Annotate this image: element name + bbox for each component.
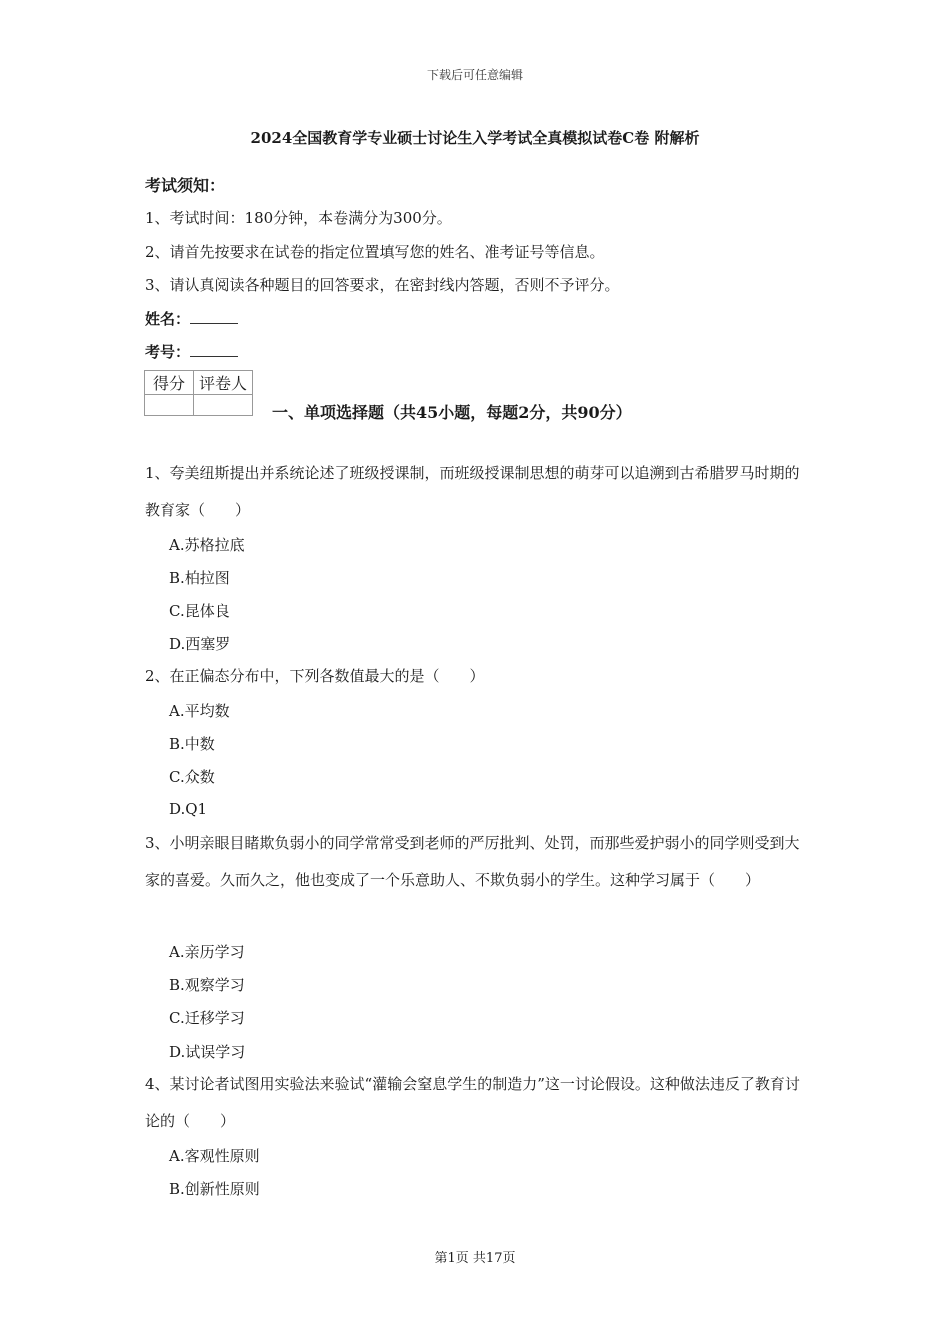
id-field — [145, 341, 238, 362]
score-table — [144, 370, 253, 416]
question-option: B.观察学习 — [169, 976, 245, 994]
page-header-note: 下载后可任意编辑 — [426, 68, 523, 82]
grader-cell — [194, 395, 253, 416]
section-title: 一、单项选择题（共45小题，每题2分，共90分） — [272, 403, 632, 422]
question-option: A.平均数 — [169, 702, 230, 720]
question-option: A.客观性原则 — [169, 1147, 260, 1165]
score-cell — [145, 395, 194, 416]
question-option: C.昆体良 — [169, 602, 230, 620]
question-option: B.创新性原则 — [169, 1180, 260, 1198]
question-option: A.苏格拉底 — [169, 536, 245, 554]
question-option: C.众数 — [169, 768, 215, 786]
name-field — [145, 308, 238, 329]
question-option: D.Q1 — [169, 800, 208, 818]
grader-header: 评卷人 — [194, 371, 253, 395]
notice-heading: 考试须知： — [145, 176, 226, 195]
question-option: C.迁移学习 — [169, 1009, 245, 1027]
question-stem: 4、某讨论者试图用实验法来验试“灌输会窒息学生的制造力”这一讨论假设。这种做法违反了教育讨论的（ ） — [145, 1075, 800, 1130]
name-blank[interactable] — [190, 309, 238, 324]
notice-item: 3、请认真阅读各种题目的回答要求，在密封线内答题，否则不予评分。 — [145, 276, 620, 294]
question-option: A.亲历学习 — [169, 943, 245, 961]
question-option: B.中数 — [169, 735, 215, 753]
document-title: 2024全国教育学专业硕士讨论生入学考试全真模拟试卷C卷 附解析 — [250, 129, 700, 147]
question-stem: 2、在正偏态分布中，下列各数值最大的是（ ） — [145, 667, 485, 685]
question-option: B.柏拉图 — [169, 569, 230, 587]
page-number: 第1页 共17页 — [434, 1251, 516, 1266]
question-stem: 3、小明亲眼目睹欺负弱小的同学常常受到老师的严厉批判、处罚，而那些爱护弱小的同学则受到大家的喜爱。久而久之，他也变成了一个乐意助人、不欺负弱小的学生。这种学习属于（ ） — [145, 834, 800, 889]
notice-item: 2、请首先按要求在试卷的指定位置填写您的姓名、准考证号等信息。 — [145, 243, 605, 261]
id-label: 考号： — [145, 343, 191, 361]
id-blank[interactable] — [190, 342, 238, 357]
question-option: D.试误学习 — [169, 1043, 246, 1061]
question-stem: 1、夸美纽斯提出并系统论述了班级授课制，而班级授课制思想的萌芽可以追溯到古希腊罗马时期的教育家（ ） — [145, 464, 800, 519]
score-header: 得分 — [145, 371, 194, 395]
notice-item: 1、考试时间：180分钟，本卷满分为300分。 — [145, 209, 452, 227]
name-label: 姓名： — [145, 310, 191, 328]
question-option: D.西塞罗 — [169, 635, 231, 653]
